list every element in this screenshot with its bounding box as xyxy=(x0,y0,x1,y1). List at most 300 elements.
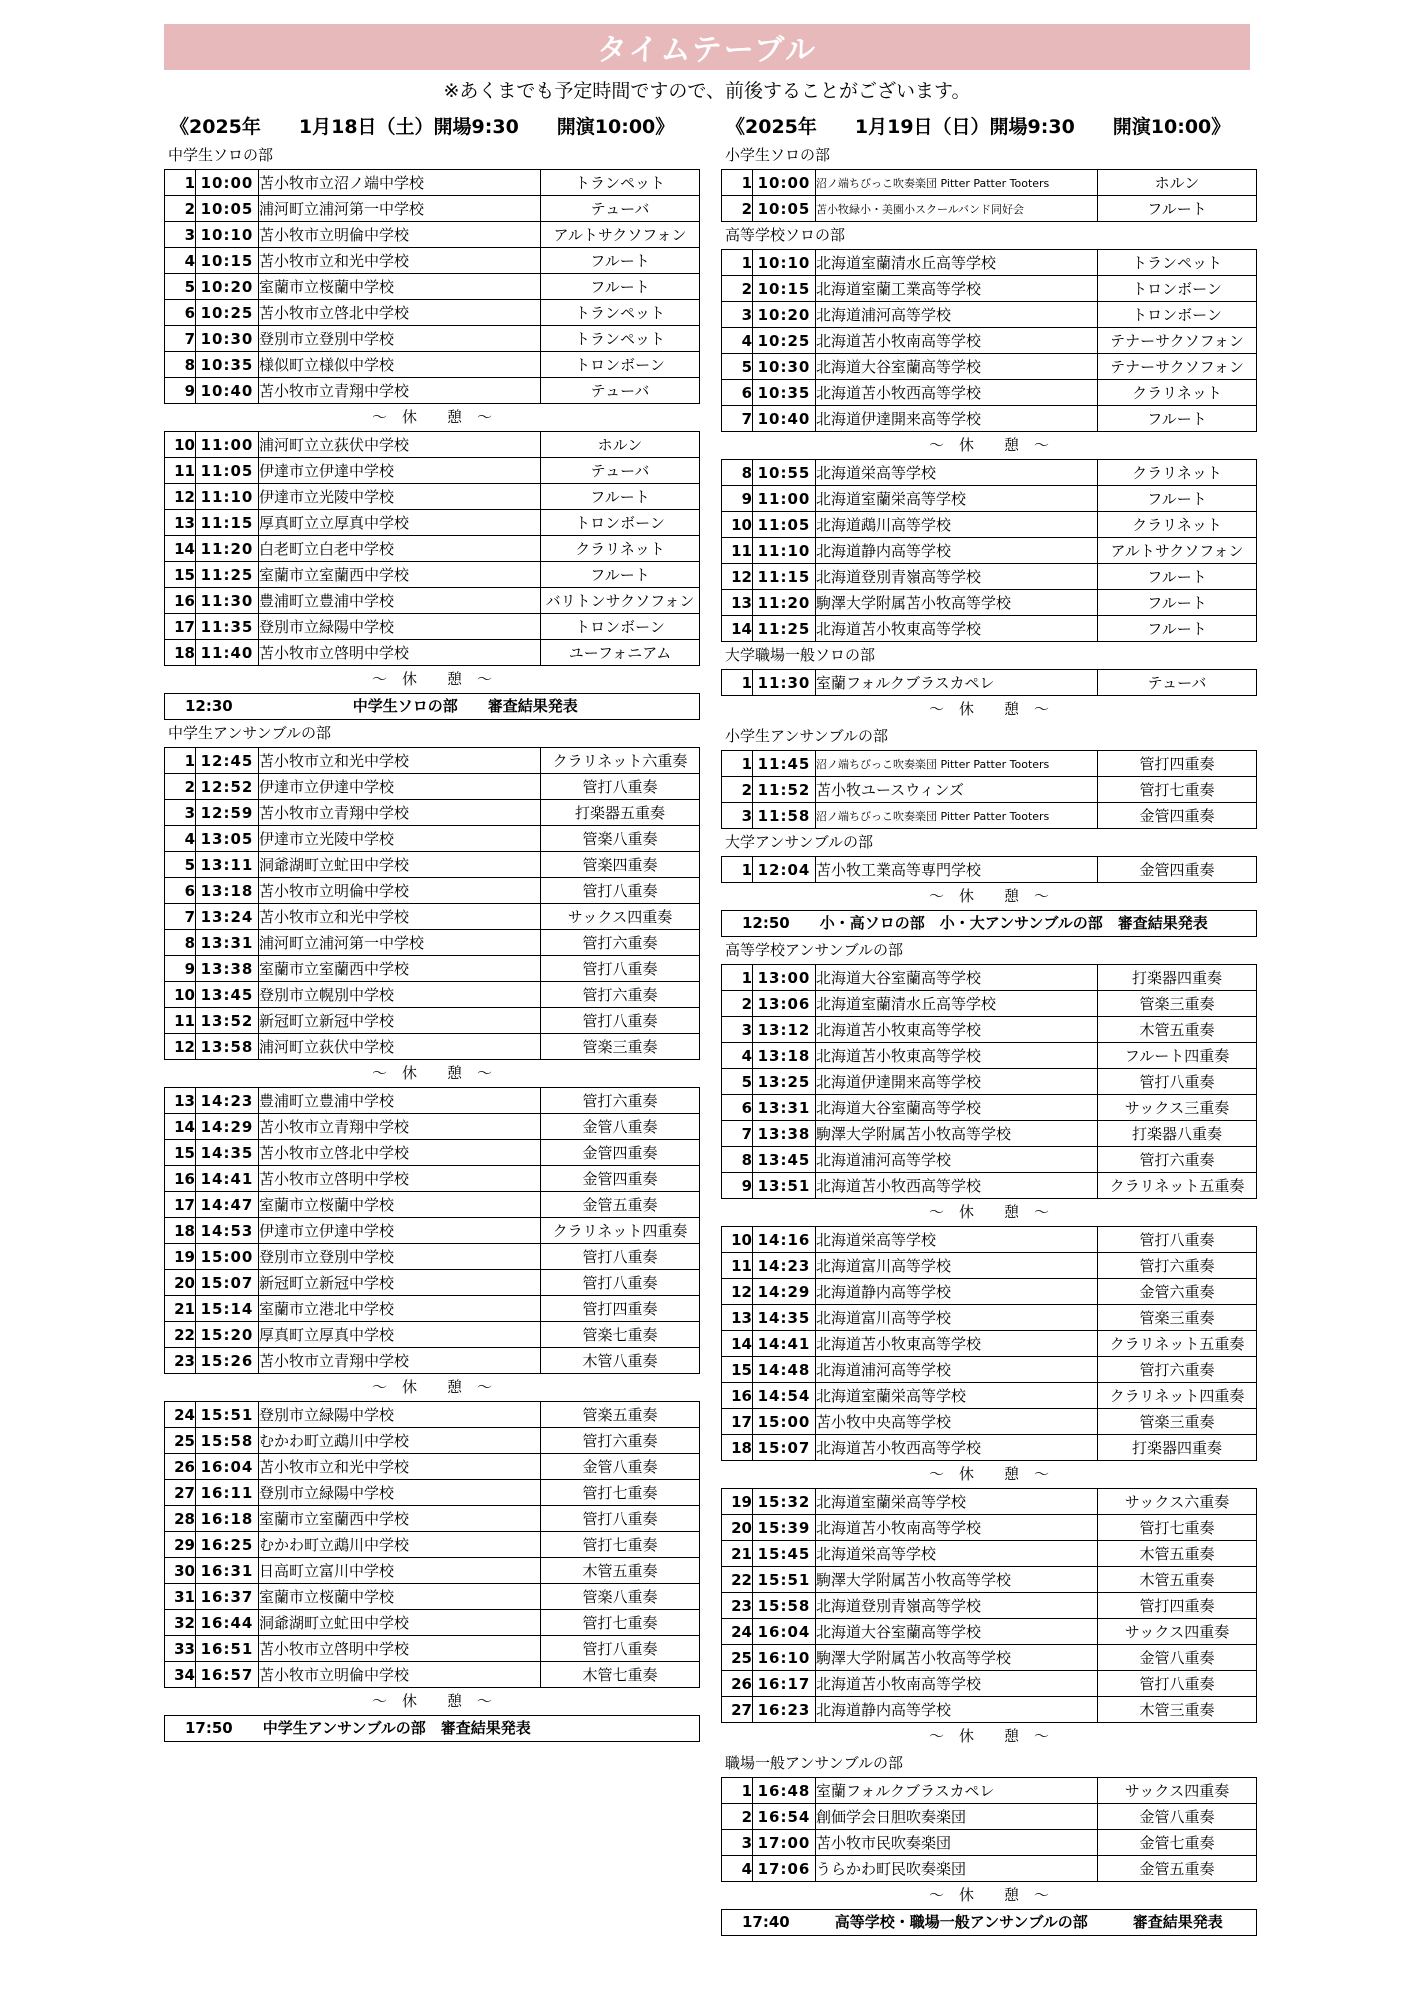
result-announcement: 17:40 高等学校・職場一般アンサンブルの部 審査結果発表 xyxy=(721,1909,1257,1936)
performance-part: 管打八重奏 xyxy=(541,1008,700,1034)
row-number: 24 xyxy=(165,1402,196,1428)
performance-part: 金管五重奏 xyxy=(541,1192,700,1218)
performance-part: 管打七重奏 xyxy=(1098,777,1257,803)
performer-name: 室蘭市立桜蘭中学校 xyxy=(259,274,541,300)
performance-part: クラリネット xyxy=(541,536,700,562)
row-number: 26 xyxy=(722,1671,753,1697)
performer-name: 北海道室蘭清水丘高等学校 xyxy=(816,991,1098,1017)
performer-name: 沼ノ端ちびっこ吹奏楽団 Pitter Patter Tooters xyxy=(816,170,1098,196)
table-row xyxy=(165,196,700,222)
performer-name: 北海道伊達開来高等学校 xyxy=(816,1069,1098,1095)
start-time: 13:12 xyxy=(753,1017,816,1043)
schedule-table xyxy=(721,750,1257,829)
start-time: 16:37 xyxy=(196,1584,259,1610)
schedule-table xyxy=(164,747,700,1060)
start-time: 15:58 xyxy=(753,1593,816,1619)
start-time: 14:29 xyxy=(753,1279,816,1305)
row-number: 1 xyxy=(722,965,753,991)
table-row xyxy=(722,777,1257,803)
start-time: 15:20 xyxy=(196,1322,259,1348)
start-time: 13:31 xyxy=(753,1095,816,1121)
row-number: 2 xyxy=(722,777,753,803)
row-number: 20 xyxy=(722,1515,753,1541)
performance-part: 管打八重奏 xyxy=(541,1636,700,1662)
performer-name: 登別市立緑陽中学校 xyxy=(259,614,541,640)
table-row xyxy=(165,1610,700,1636)
start-time: 15:45 xyxy=(753,1541,816,1567)
start-time: 10:35 xyxy=(196,352,259,378)
start-time: 11:25 xyxy=(753,616,816,642)
start-time: 13:52 xyxy=(196,1008,259,1034)
table-row xyxy=(722,1804,1257,1830)
performer-name: 北海道静内高等学校 xyxy=(816,538,1098,564)
table-row xyxy=(722,1305,1257,1331)
row-number: 14 xyxy=(165,1114,196,1140)
start-time: 14:16 xyxy=(753,1227,816,1253)
start-time: 10:15 xyxy=(196,248,259,274)
start-time: 10:20 xyxy=(196,274,259,300)
row-number: 8 xyxy=(165,352,196,378)
performance-part: トロンボーン xyxy=(1098,302,1257,328)
schedule-table xyxy=(164,1401,700,1688)
performer-name: 室蘭市立桜蘭中学校 xyxy=(259,1192,541,1218)
table-row xyxy=(165,1140,700,1166)
row-number: 5 xyxy=(165,852,196,878)
start-time: 10:40 xyxy=(196,378,259,404)
performer-name: 室蘭市立室蘭西中学校 xyxy=(259,562,541,588)
performance-part: 管楽七重奏 xyxy=(541,1322,700,1348)
start-time: 11:15 xyxy=(196,510,259,536)
start-time: 14:48 xyxy=(753,1357,816,1383)
performer-name: 室蘭市立桜蘭中学校 xyxy=(259,1584,541,1610)
start-time: 10:00 xyxy=(753,170,816,196)
table-row xyxy=(165,1296,700,1322)
table-row xyxy=(722,170,1257,196)
performer-name: 苫小牧市立啓明中学校 xyxy=(259,1636,541,1662)
row-number: 18 xyxy=(165,640,196,666)
performance-part: クラリネット四重奏 xyxy=(541,1218,700,1244)
table-row xyxy=(722,670,1257,696)
performer-name: 豊浦町立豊浦中学校 xyxy=(259,588,541,614)
start-time: 11:30 xyxy=(196,588,259,614)
performance-part: 打楽器八重奏 xyxy=(1098,1121,1257,1147)
row-number: 10 xyxy=(722,512,753,538)
row-number: 5 xyxy=(722,1069,753,1095)
row-number: 27 xyxy=(165,1480,196,1506)
performance-part: トランペット xyxy=(541,300,700,326)
table-row xyxy=(722,1253,1257,1279)
start-time: 13:05 xyxy=(196,826,259,852)
performer-name: 苫小牧市立和光中学校 xyxy=(259,904,541,930)
start-time: 13:58 xyxy=(196,1034,259,1060)
row-number: 28 xyxy=(165,1506,196,1532)
performer-name: 洞爺湖町立虻田中学校 xyxy=(259,852,541,878)
table-row xyxy=(165,352,700,378)
performance-part: 管打八重奏 xyxy=(541,1270,700,1296)
start-time: 16:18 xyxy=(196,1506,259,1532)
row-number: 6 xyxy=(165,878,196,904)
table-row xyxy=(165,1166,700,1192)
row-number: 4 xyxy=(722,1856,753,1882)
performer-name: 豊浦町立豊浦中学校 xyxy=(259,1088,541,1114)
performer-name: むかわ町立鵡川中学校 xyxy=(259,1532,541,1558)
row-number: 3 xyxy=(165,800,196,826)
start-time: 14:23 xyxy=(753,1253,816,1279)
row-number: 11 xyxy=(722,538,753,564)
row-number: 25 xyxy=(165,1428,196,1454)
performance-part: 管打六重奏 xyxy=(1098,1147,1257,1173)
start-time: 13:45 xyxy=(753,1147,816,1173)
table-row xyxy=(722,1856,1257,1882)
row-number: 19 xyxy=(722,1489,753,1515)
performance-part: 木管五重奏 xyxy=(1098,1567,1257,1593)
performance-part: フルート xyxy=(1098,196,1257,222)
performer-name: 伊達市立伊達中学校 xyxy=(259,458,541,484)
performance-part: 管打四重奏 xyxy=(1098,751,1257,777)
performance-part: 金管四重奏 xyxy=(1098,803,1257,829)
performer-name: 北海道室蘭栄高等学校 xyxy=(816,486,1098,512)
table-row xyxy=(722,1043,1257,1069)
table-row xyxy=(165,1348,700,1374)
performance-part: クラリネット五重奏 xyxy=(1098,1173,1257,1199)
row-number: 4 xyxy=(722,1043,753,1069)
row-number: 15 xyxy=(722,1357,753,1383)
row-number: 18 xyxy=(722,1435,753,1461)
table-row xyxy=(722,564,1257,590)
start-time: 11:40 xyxy=(196,640,259,666)
table-row xyxy=(722,1121,1257,1147)
table-row xyxy=(722,1227,1257,1253)
performer-name: 北海道静内高等学校 xyxy=(816,1279,1098,1305)
table-row xyxy=(165,826,700,852)
row-number: 4 xyxy=(722,328,753,354)
performance-part: 管楽三重奏 xyxy=(1098,1305,1257,1331)
start-time: 12:45 xyxy=(196,748,259,774)
performer-name: 苫小牧市立啓北中学校 xyxy=(259,1140,541,1166)
row-number: 32 xyxy=(165,1610,196,1636)
start-time: 11:10 xyxy=(196,484,259,510)
schedule-table xyxy=(164,169,700,404)
performance-part: 金管七重奏 xyxy=(1098,1830,1257,1856)
table-row xyxy=(722,250,1257,276)
row-number: 4 xyxy=(165,826,196,852)
start-time: 15:58 xyxy=(196,1428,259,1454)
start-time: 11:20 xyxy=(196,536,259,562)
performance-part: 木管七重奏 xyxy=(541,1662,700,1688)
schedule-table xyxy=(721,249,1257,432)
schedule-table xyxy=(721,169,1257,222)
table-row xyxy=(165,748,700,774)
start-time: 10:00 xyxy=(196,170,259,196)
start-time: 15:07 xyxy=(753,1435,816,1461)
table-row xyxy=(722,1435,1257,1461)
start-time: 12:59 xyxy=(196,800,259,826)
row-number: 12 xyxy=(165,1034,196,1060)
performer-name: 浦河町立立荻伏中学校 xyxy=(259,432,541,458)
table-row xyxy=(165,982,700,1008)
table-row xyxy=(722,1173,1257,1199)
row-number: 15 xyxy=(165,1140,196,1166)
performance-part: サックス四重奏 xyxy=(541,904,700,930)
start-time: 15:07 xyxy=(196,1270,259,1296)
performance-part: フルート xyxy=(1098,564,1257,590)
start-time: 13:25 xyxy=(753,1069,816,1095)
performance-part: ホルン xyxy=(541,432,700,458)
row-number: 1 xyxy=(165,748,196,774)
start-time: 16:54 xyxy=(753,1804,816,1830)
performer-name: 苫小牧市民吹奏楽団 xyxy=(816,1830,1098,1856)
table-row xyxy=(165,300,700,326)
start-time: 16:17 xyxy=(753,1671,816,1697)
start-time: 14:41 xyxy=(196,1166,259,1192)
start-time: 10:25 xyxy=(753,328,816,354)
start-time: 16:48 xyxy=(753,1778,816,1804)
table-row xyxy=(165,1088,700,1114)
performance-part: 金管六重奏 xyxy=(1098,1279,1257,1305)
performance-part: フルート xyxy=(541,562,700,588)
performance-part: テューバ xyxy=(1098,670,1257,696)
start-time: 11:52 xyxy=(753,777,816,803)
performer-name: 苫小牧市立啓明中学校 xyxy=(259,1166,541,1192)
performance-part: クラリネット xyxy=(1098,460,1257,486)
row-number: 21 xyxy=(165,1296,196,1322)
table-row xyxy=(165,1480,700,1506)
row-number: 11 xyxy=(722,1253,753,1279)
day1-column xyxy=(164,142,700,1742)
break-label: ～ 休 憩 ～ xyxy=(928,1727,1049,1745)
row-number: 3 xyxy=(722,302,753,328)
performance-part: トランペット xyxy=(1098,250,1257,276)
schedule-table xyxy=(721,856,1257,883)
performer-name: 新冠町立新冠中学校 xyxy=(259,1270,541,1296)
performance-part: 打楽器四重奏 xyxy=(1098,1435,1257,1461)
table-row xyxy=(165,1584,700,1610)
table-row xyxy=(722,803,1257,829)
performance-part: 管打八重奏 xyxy=(1098,1069,1257,1095)
table-row xyxy=(165,1192,700,1218)
start-time: 12:52 xyxy=(196,774,259,800)
row-number: 22 xyxy=(722,1567,753,1593)
performance-part: トロンボーン xyxy=(541,510,700,536)
row-number: 8 xyxy=(722,460,753,486)
start-time: 15:00 xyxy=(196,1244,259,1270)
table-row xyxy=(722,276,1257,302)
performance-part: 管打八重奏 xyxy=(541,956,700,982)
start-time: 16:25 xyxy=(196,1532,259,1558)
start-time: 15:32 xyxy=(753,1489,816,1515)
performer-name: 新冠町立新冠中学校 xyxy=(259,1008,541,1034)
table-row xyxy=(722,1778,1257,1804)
row-number: 13 xyxy=(722,590,753,616)
start-time: 13:18 xyxy=(753,1043,816,1069)
performance-part: 木管三重奏 xyxy=(1098,1697,1257,1723)
performance-part: 管楽三重奏 xyxy=(1098,991,1257,1017)
table-row xyxy=(722,1671,1257,1697)
performer-name: 北海道苫小牧南高等学校 xyxy=(816,1515,1098,1541)
performer-name: 北海道栄高等学校 xyxy=(816,460,1098,486)
performer-name: 浦河町立浦河第一中学校 xyxy=(259,196,541,222)
performance-part: 金管四重奏 xyxy=(541,1166,700,1192)
break-label: ～ 休 憩 ～ xyxy=(371,1692,492,1710)
performance-part: 管楽三重奏 xyxy=(1098,1409,1257,1435)
table-row xyxy=(722,1357,1257,1383)
table-row xyxy=(722,616,1257,642)
table-row xyxy=(722,751,1257,777)
performance-part: 管楽四重奏 xyxy=(541,852,700,878)
table-row xyxy=(165,1322,700,1348)
performer-name: 北海道登別青嶺高等学校 xyxy=(816,1593,1098,1619)
performance-part: 木管五重奏 xyxy=(541,1558,700,1584)
start-time: 11:20 xyxy=(753,590,816,616)
break-label: ～ 休 憩 ～ xyxy=(371,670,492,688)
row-number: 14 xyxy=(722,616,753,642)
start-time: 10:10 xyxy=(196,222,259,248)
start-time: 13:06 xyxy=(753,991,816,1017)
start-time: 11:35 xyxy=(196,614,259,640)
start-time: 11:25 xyxy=(196,562,259,588)
table-row xyxy=(722,354,1257,380)
start-time: 16:04 xyxy=(196,1454,259,1480)
start-time: 15:51 xyxy=(196,1402,259,1428)
start-time: 10:05 xyxy=(753,196,816,222)
performance-part: 管打八重奏 xyxy=(541,878,700,904)
performance-part: 木管八重奏 xyxy=(541,1348,700,1374)
start-time: 12:04 xyxy=(753,857,816,883)
table-row xyxy=(722,991,1257,1017)
start-time: 14:35 xyxy=(196,1140,259,1166)
schedule-table xyxy=(164,1087,700,1374)
performance-part: 金管四重奏 xyxy=(541,1140,700,1166)
performance-part: アルトサクソフォン xyxy=(541,222,700,248)
break-label: ～ 休 憩 ～ xyxy=(928,700,1049,718)
table-row xyxy=(165,1662,700,1688)
start-time: 11:00 xyxy=(753,486,816,512)
table-row xyxy=(165,800,700,826)
performer-name: 北海道苫小牧西高等学校 xyxy=(816,380,1098,406)
schedule-table xyxy=(721,964,1257,1199)
performer-name: 浦河町立浦河第一中学校 xyxy=(259,930,541,956)
start-time: 14:54 xyxy=(753,1383,816,1409)
performance-part: 金管五重奏 xyxy=(1098,1856,1257,1882)
row-number: 26 xyxy=(165,1454,196,1480)
row-number: 2 xyxy=(722,991,753,1017)
performance-part: テューバ xyxy=(541,378,700,404)
performer-name: 北海道室蘭栄高等学校 xyxy=(816,1383,1098,1409)
performer-name: 駒澤大学附属苫小牧高等学校 xyxy=(816,1567,1098,1593)
performer-name: 伊達市立光陵中学校 xyxy=(259,484,541,510)
start-time: 10:25 xyxy=(196,300,259,326)
performance-part: 管打六重奏 xyxy=(541,982,700,1008)
table-row xyxy=(165,326,700,352)
performance-part: フルート四重奏 xyxy=(1098,1043,1257,1069)
table-row xyxy=(165,1218,700,1244)
start-time: 10:05 xyxy=(196,196,259,222)
performer-name: 苫小牧市立和光中学校 xyxy=(259,748,541,774)
table-row xyxy=(165,1008,700,1034)
section-title: 高等学校アンサンブルの部 xyxy=(725,941,904,959)
performance-part: 管打七重奏 xyxy=(541,1480,700,1506)
performer-name: 北海道大谷室蘭高等学校 xyxy=(816,965,1098,991)
performer-name: うらかわ町民吹奏楽団 xyxy=(816,1856,1098,1882)
performer-name: 苫小牧市立青翔中学校 xyxy=(259,1114,541,1140)
performer-name: 様似町立様似中学校 xyxy=(259,352,541,378)
row-number: 10 xyxy=(165,432,196,458)
start-time: 10:30 xyxy=(753,354,816,380)
performance-part: 管楽八重奏 xyxy=(541,1584,700,1610)
table-row xyxy=(722,857,1257,883)
performance-part: 管打六重奏 xyxy=(541,930,700,956)
table-row xyxy=(165,614,700,640)
row-number: 13 xyxy=(165,1088,196,1114)
break-label: ～ 休 憩 ～ xyxy=(928,887,1049,905)
start-time: 14:23 xyxy=(196,1088,259,1114)
row-number: 2 xyxy=(165,774,196,800)
performance-part: 木管五重奏 xyxy=(1098,1541,1257,1567)
section-title: 大学職場一般ソロの部 xyxy=(725,646,876,664)
row-number: 24 xyxy=(722,1619,753,1645)
section-title: 高等学校ソロの部 xyxy=(725,226,846,244)
performance-part: 金管四重奏 xyxy=(1098,857,1257,883)
break-label: ～ 休 憩 ～ xyxy=(928,1465,1049,1483)
performer-name: 登別市立登別中学校 xyxy=(259,326,541,352)
performance-part: 管楽三重奏 xyxy=(541,1034,700,1060)
table-row xyxy=(722,406,1257,432)
performance-part: 打楽器五重奏 xyxy=(541,800,700,826)
start-time: 15:26 xyxy=(196,1348,259,1374)
performer-name: むかわ町立鵡川中学校 xyxy=(259,1428,541,1454)
table-row xyxy=(165,1454,700,1480)
performer-name: 浦河町立荻伏中学校 xyxy=(259,1034,541,1060)
performance-part: 打楽器四重奏 xyxy=(1098,965,1257,991)
performance-part: 金管八重奏 xyxy=(541,1114,700,1140)
table-row xyxy=(165,904,700,930)
row-number: 16 xyxy=(722,1383,753,1409)
row-number: 23 xyxy=(722,1593,753,1619)
start-time: 11:45 xyxy=(753,751,816,777)
performer-name: 苫小牧中央高等学校 xyxy=(816,1409,1098,1435)
performance-part: トロンボーン xyxy=(541,614,700,640)
row-number: 7 xyxy=(165,904,196,930)
performance-part: フルート xyxy=(541,248,700,274)
table-row xyxy=(722,512,1257,538)
performer-name: 登別市立登別中学校 xyxy=(259,1244,541,1270)
day2-header: 《2025年 1月19日（日）開場9:30 開演10:00》 xyxy=(726,116,1231,138)
table-row xyxy=(722,1619,1257,1645)
performer-name: 北海道大谷室蘭高等学校 xyxy=(816,1619,1098,1645)
performance-part: サックス四重奏 xyxy=(1098,1778,1257,1804)
performance-part: 管楽五重奏 xyxy=(541,1402,700,1428)
performance-part: 管打六重奏 xyxy=(1098,1253,1257,1279)
result-announcement: 17:50 中学生アンサンブルの部 審査結果発表 xyxy=(164,1715,700,1742)
table-row xyxy=(165,1244,700,1270)
performer-name: 苫小牧工業高等専門学校 xyxy=(816,857,1098,883)
start-time: 11:15 xyxy=(753,564,816,590)
start-time: 13:38 xyxy=(196,956,259,982)
start-time: 17:00 xyxy=(753,1830,816,1856)
performance-part: 管打六重奏 xyxy=(541,1428,700,1454)
day2-column xyxy=(721,142,1257,1936)
section-title: 職場一般アンサンブルの部 xyxy=(725,1754,904,1772)
row-number: 14 xyxy=(165,536,196,562)
row-number: 3 xyxy=(165,222,196,248)
row-number: 16 xyxy=(165,588,196,614)
start-time: 15:00 xyxy=(753,1409,816,1435)
schedule-table xyxy=(164,431,700,666)
performance-part: サックス六重奏 xyxy=(1098,1489,1257,1515)
schedule-table xyxy=(721,1226,1257,1461)
performer-name: 北海道苫小牧東高等学校 xyxy=(816,616,1098,642)
table-row xyxy=(165,852,700,878)
